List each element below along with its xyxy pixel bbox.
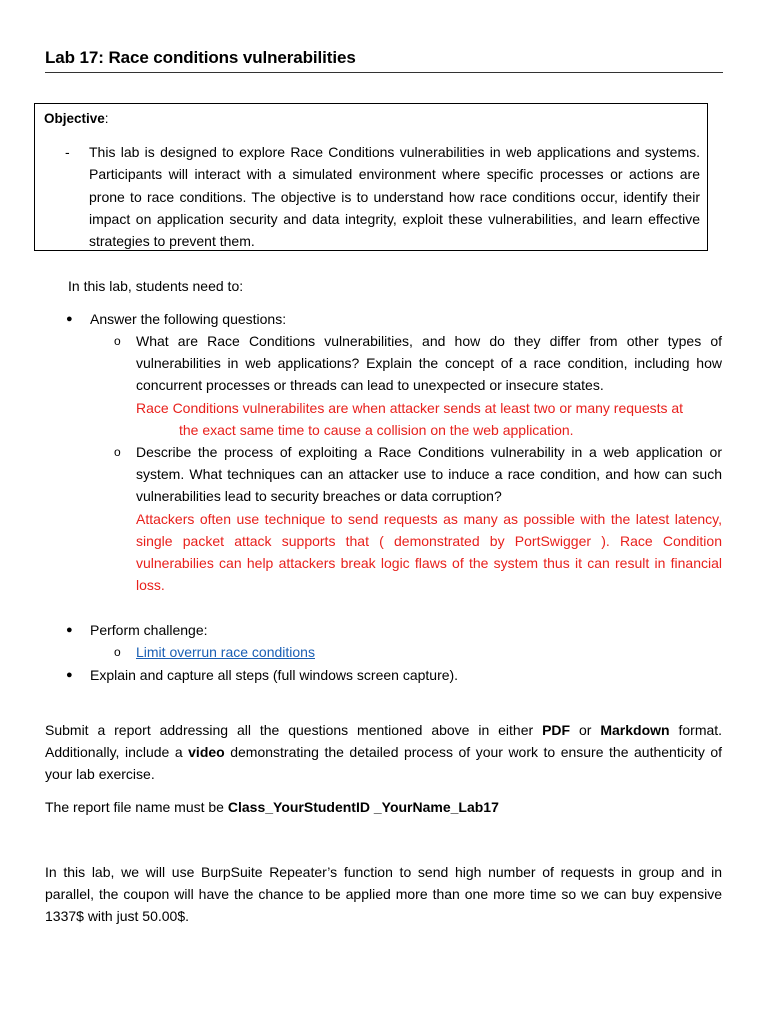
challenge-link[interactable]: Limit overrun race conditions (136, 644, 315, 660)
answer-1-line-2: the exact same time to cause a collision on the web application. (179, 422, 574, 438)
submit-text-3: demonstrating the detailed process of your work to ensure the authenticity of your lab exercise. (45, 744, 722, 782)
intro-text: In this lab, students need to: (68, 278, 244, 294)
filename-value: Class_YourStudentID _YourName_Lab17 (227, 799, 499, 815)
bullet-explain-capture: Explain and capture all steps (full windows screen capture). (90, 667, 459, 683)
submit-markdown: Markdown (600, 722, 670, 738)
page-title: Lab 17: Race conditions vulnerabilities (45, 48, 356, 67)
answer-2: Attackers often use technique to send requests as many as possible with the latest latency, single packet attack supports that ( demonstrated by PortSwigger ). Race Condition vulnerabilies can help attackers break logic flaws of the system thus it can result in financial loss. (136, 511, 722, 593)
objective-colon: : (104, 111, 109, 126)
submit-text-1: Submit a report addressing all the questions mentioned above in either (45, 722, 534, 738)
submit-video: video (188, 744, 225, 760)
bullet-marker-2: ● (66, 624, 73, 636)
sub-bullet-marker-q1: o (114, 334, 121, 348)
bullet-answer-questions: Answer the following questions: (90, 311, 287, 327)
bullet-perform-challenge: Perform challenge: (90, 622, 208, 638)
closing-paragraph: In this lab, we will use BurpSuite Repeater’s function to send high number of requests in group and in parallel, the coupon will have the chance to be applied more than one more time so we can buy expensive 1337$ with just 50.00$. (45, 864, 722, 924)
sub-bullet-marker-link: o (114, 645, 121, 659)
sub-bullet-marker-q2: o (114, 445, 121, 459)
objective-dash: - (65, 144, 70, 160)
answer-1-line-1: Race Conditions vulnerabilites are when attacker sends at least two or many requests at (136, 400, 684, 416)
submit-paragraph (45, 719, 722, 785)
submit-text-2: format. Additionally, include a (45, 722, 723, 760)
filename-prefix: The report file name must be (45, 799, 224, 815)
objective-label-text: Objective (44, 111, 105, 126)
bullet-marker-1: ● (66, 313, 73, 325)
objective-label (44, 111, 109, 126)
title-underline (45, 72, 723, 73)
question-1: What are Race Conditions vulnerabilities, and how do they differ from other types of vulnerabilities in web applications? Explain the concept of a race condition, including how concurrent processes or threads can lead to unexpected or insecure states. (136, 333, 722, 393)
filename-line (45, 796, 499, 818)
challenge-link-wrapper (136, 641, 315, 663)
objective-text: This lab is designed to explore Race Conditions vulnerabilities in web applications and systems. Participants will interact with a simulated environment where specific processes or actions are prone to race conditions. The objective is to understand how race conditions occur, identify their impact on application security and data integrity, exploit these vulnerabilities, and learn effective strategies to prevent them. (89, 144, 700, 250)
objective-box (34, 103, 708, 251)
submit-pdf: PDF (542, 722, 571, 738)
submit-or: or (578, 722, 592, 738)
question-2: Describe the process of exploiting a Race Conditions vulnerability in a web application or system. What techniques can an attacker use to induce a race condition, and how can such vulnerabilities lead to security breaches or data corruption? (136, 444, 722, 504)
bullet-marker-3: ● (66, 669, 73, 681)
